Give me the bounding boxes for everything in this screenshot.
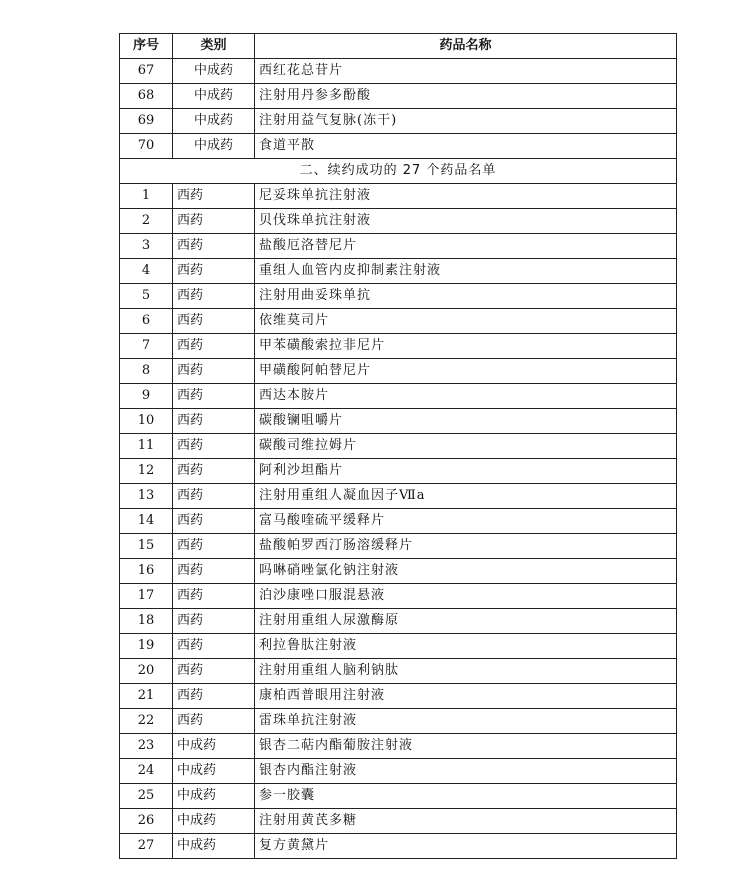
row-category: 西药	[173, 209, 255, 234]
row-drug-name: 雷珠单抗注射液	[255, 709, 677, 734]
row-category: 中成药	[173, 759, 255, 784]
table-row	[120, 484, 677, 509]
row-category: 西药	[173, 309, 255, 334]
row-category: 西药	[173, 509, 255, 534]
row-drug-name: 贝伐珠单抗注射液	[255, 209, 677, 234]
table-row	[120, 609, 677, 634]
row-category: 中成药	[173, 784, 255, 809]
row-drug-name: 银杏二萜内酯葡胺注射液	[255, 734, 677, 759]
table-row	[120, 334, 677, 359]
row-category: 西药	[173, 434, 255, 459]
table-row	[120, 834, 677, 859]
table-row	[120, 584, 677, 609]
row-number: 16	[120, 559, 173, 584]
table-row	[120, 559, 677, 584]
table-row	[120, 809, 677, 834]
table-row	[120, 509, 677, 534]
row-drug-name: 注射用曲妥珠单抗	[255, 284, 677, 309]
group2-body	[120, 184, 677, 859]
row-drug-name: 碳酸司维拉姆片	[255, 434, 677, 459]
table-row	[120, 59, 677, 84]
row-category: 西药	[173, 484, 255, 509]
row-category: 西药	[173, 259, 255, 284]
section-row	[120, 159, 677, 184]
row-number: 70	[120, 134, 173, 159]
table-row	[120, 109, 677, 134]
drug-list-sheet	[119, 33, 676, 859]
row-drug-name: 重组人血管内皮抑制素注射液	[255, 259, 677, 284]
header-category: 类别	[173, 34, 255, 59]
row-drug-name: 注射用益气复脉(冻干)	[255, 109, 677, 134]
row-category: 中成药	[173, 84, 255, 109]
row-category: 西药	[173, 459, 255, 484]
row-category: 西药	[173, 684, 255, 709]
row-number: 18	[120, 609, 173, 634]
row-category: 中成药	[173, 734, 255, 759]
table-row	[120, 534, 677, 559]
row-drug-name: 参一胶囊	[255, 784, 677, 809]
row-drug-name: 阿利沙坦酯片	[255, 459, 677, 484]
table-row	[120, 734, 677, 759]
row-category: 西药	[173, 234, 255, 259]
header-row	[120, 34, 677, 59]
row-drug-name: 盐酸帕罗西汀肠溶缓释片	[255, 534, 677, 559]
row-number: 2	[120, 209, 173, 234]
row-drug-name: 注射用黄芪多糖	[255, 809, 677, 834]
row-drug-name: 尼妥珠单抗注射液	[255, 184, 677, 209]
row-category: 西药	[173, 584, 255, 609]
row-drug-name: 泊沙康唑口服混悬液	[255, 584, 677, 609]
row-drug-name: 注射用重组人凝血因子Ⅶa	[255, 484, 677, 509]
row-drug-name: 碳酸镧咀嚼片	[255, 409, 677, 434]
row-category: 西药	[173, 634, 255, 659]
row-number: 21	[120, 684, 173, 709]
row-category: 西药	[173, 284, 255, 309]
table-row	[120, 634, 677, 659]
row-number: 8	[120, 359, 173, 384]
row-drug-name: 富马酸喹硫平缓释片	[255, 509, 677, 534]
row-number: 69	[120, 109, 173, 134]
row-number: 25	[120, 784, 173, 809]
row-category: 西药	[173, 534, 255, 559]
table-row	[120, 184, 677, 209]
table-row	[120, 284, 677, 309]
table-row	[120, 409, 677, 434]
row-drug-name: 盐酸厄洛替尼片	[255, 234, 677, 259]
table-row	[120, 134, 677, 159]
row-category: 西药	[173, 559, 255, 584]
table-row	[120, 384, 677, 409]
group1-body	[120, 59, 677, 159]
table-row	[120, 709, 677, 734]
row-number: 67	[120, 59, 173, 84]
table-row	[120, 684, 677, 709]
row-category: 中成药	[173, 134, 255, 159]
row-number: 1	[120, 184, 173, 209]
section-title: 二、续约成功的 27 个药品名单	[120, 159, 677, 184]
row-number: 6	[120, 309, 173, 334]
header-name: 药品名称	[255, 34, 677, 59]
row-category: 西药	[173, 359, 255, 384]
row-category: 中成药	[173, 809, 255, 834]
table-row	[120, 434, 677, 459]
table-row	[120, 359, 677, 384]
row-number: 4	[120, 259, 173, 284]
table-row	[120, 259, 677, 284]
row-number: 10	[120, 409, 173, 434]
row-category: 西药	[173, 609, 255, 634]
row-number: 17	[120, 584, 173, 609]
row-category: 西药	[173, 709, 255, 734]
row-number: 27	[120, 834, 173, 859]
row-drug-name: 康柏西普眼用注射液	[255, 684, 677, 709]
table-row	[120, 759, 677, 784]
row-drug-name: 注射用重组人脑利钠肽	[255, 659, 677, 684]
row-drug-name: 复方黄黛片	[255, 834, 677, 859]
row-number: 19	[120, 634, 173, 659]
table-row	[120, 84, 677, 109]
row-category: 中成药	[173, 59, 255, 84]
row-number: 11	[120, 434, 173, 459]
row-number: 5	[120, 284, 173, 309]
row-drug-name: 依维莫司片	[255, 309, 677, 334]
row-category: 中成药	[173, 834, 255, 859]
row-drug-name: 甲磺酸阿帕替尼片	[255, 359, 677, 384]
row-drug-name: 利拉鲁肽注射液	[255, 634, 677, 659]
row-number: 24	[120, 759, 173, 784]
row-category: 中成药	[173, 109, 255, 134]
row-number: 20	[120, 659, 173, 684]
row-number: 26	[120, 809, 173, 834]
row-drug-name: 注射用重组人尿激酶原	[255, 609, 677, 634]
row-drug-name: 注射用丹参多酚酸	[255, 84, 677, 109]
row-number: 68	[120, 84, 173, 109]
row-drug-name: 西红花总苷片	[255, 59, 677, 84]
row-number: 12	[120, 459, 173, 484]
row-number: 22	[120, 709, 173, 734]
row-drug-name: 西达本胺片	[255, 384, 677, 409]
row-drug-name: 甲苯磺酸索拉非尼片	[255, 334, 677, 359]
table-row	[120, 209, 677, 234]
table-row	[120, 459, 677, 484]
row-drug-name: 食道平散	[255, 134, 677, 159]
row-number: 15	[120, 534, 173, 559]
row-category: 西药	[173, 384, 255, 409]
header-no: 序号	[120, 34, 173, 59]
row-category: 西药	[173, 409, 255, 434]
table-row	[120, 784, 677, 809]
row-number: 13	[120, 484, 173, 509]
drug-table	[119, 33, 677, 859]
row-category: 西药	[173, 334, 255, 359]
table-row	[120, 659, 677, 684]
row-category: 西药	[173, 659, 255, 684]
row-drug-name: 银杏内酯注射液	[255, 759, 677, 784]
table-row	[120, 309, 677, 334]
row-number: 9	[120, 384, 173, 409]
row-number: 3	[120, 234, 173, 259]
row-number: 14	[120, 509, 173, 534]
row-number: 7	[120, 334, 173, 359]
table-row	[120, 234, 677, 259]
row-category: 西药	[173, 184, 255, 209]
row-number: 23	[120, 734, 173, 759]
row-drug-name: 吗啉硝唑氯化钠注射液	[255, 559, 677, 584]
